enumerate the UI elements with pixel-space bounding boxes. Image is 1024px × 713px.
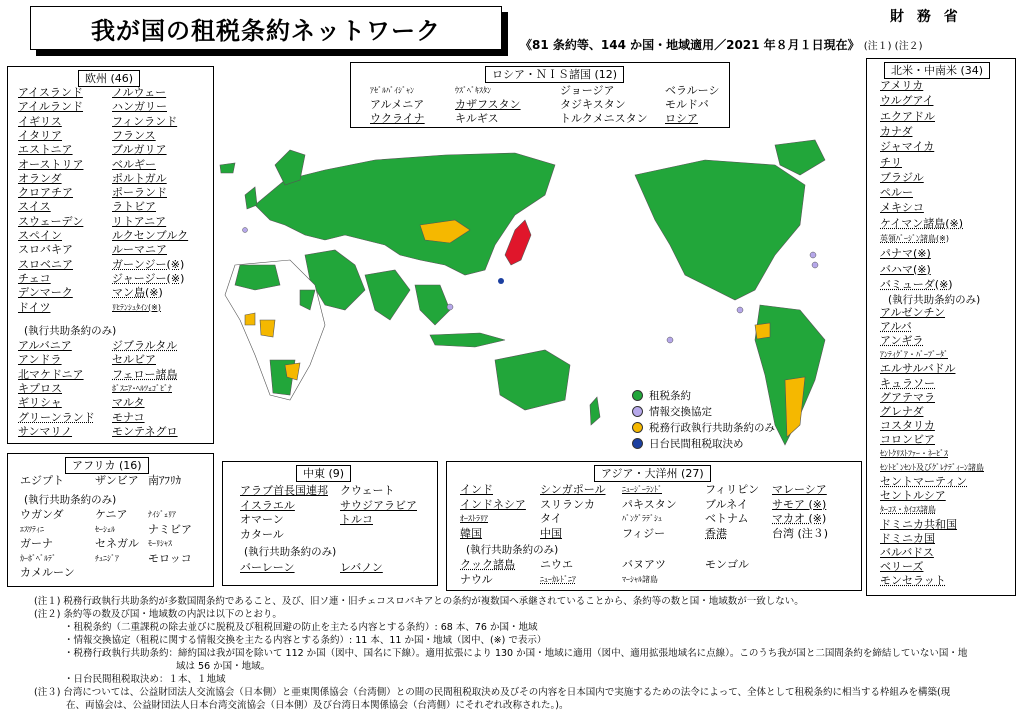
country-name: ジャマイカ — [880, 140, 935, 154]
country-name: ドイツ — [18, 300, 51, 314]
country-name: スリランカ — [540, 497, 595, 511]
country-name: ﾎﾞｽﾆｱ･ﾍﾙﾂｪｺﾞﾋﾞﾅ — [112, 383, 172, 393]
country-name: アルメニア — [370, 98, 425, 111]
map-india — [365, 270, 410, 320]
country-name: インド — [460, 483, 493, 496]
country-name: アイスランド — [18, 86, 83, 99]
country-name: ベルギー — [112, 157, 156, 171]
country-name: ウクライナ — [370, 112, 425, 125]
country-name: ジョージア — [560, 84, 615, 97]
country-name: アルバニア — [18, 339, 72, 352]
country-name: モンテネグロ — [112, 424, 178, 438]
legend-label: 税務行政執行共助条約のみ — [649, 422, 775, 434]
country-name: バハマ(※) — [880, 262, 931, 276]
country-name: ブラジル — [880, 170, 924, 184]
country-name: ルクセンブルク — [112, 229, 189, 242]
country-name: モナコ — [112, 410, 145, 424]
country-name: セネガル — [95, 537, 139, 551]
country-name: ロシア — [665, 112, 698, 125]
country-name: ポーランド — [112, 186, 167, 200]
country-name: バルバドス — [880, 545, 934, 559]
country-name: パナマ(※) — [880, 247, 931, 261]
country-name: モロッコ — [148, 551, 192, 565]
country-name: クウェート — [340, 484, 395, 497]
country-name: ウルグアイ — [880, 94, 934, 108]
country-name: ドミニカ国 — [880, 531, 935, 545]
legend-dot-icon — [632, 390, 643, 401]
country-name: キルギス — [455, 112, 499, 125]
country-name: ｳｽﾞﾍﾞｷｽﾀﾝ — [455, 86, 491, 95]
country-name: セントルシア — [880, 489, 946, 503]
country-name: ラトビア — [112, 200, 156, 214]
country-name: リトアニア — [112, 214, 167, 228]
country-name: タイ — [540, 512, 562, 525]
legend-dot-icon — [632, 438, 643, 449]
section-subheading: (執行共助条約のみ) — [466, 544, 559, 556]
country-name: ルーマニア — [112, 243, 167, 257]
country-name: レバノン — [340, 561, 383, 574]
country-name: マカオ (※) — [772, 512, 827, 525]
country-name: ﾆｭｰｶﾚﾄﾞﾆｱ — [540, 574, 576, 584]
ministry-label: 財 務 省 — [890, 9, 962, 25]
country-name: キュラソー — [880, 376, 935, 390]
country-name: スペイン — [18, 229, 62, 242]
country-name: サモア (※) — [772, 497, 827, 511]
country-name: ﾘﾋﾃﾝｼｭﾀｲﾝ(※) — [112, 302, 161, 312]
country-name: デンマーク — [18, 286, 73, 300]
americas-title: 北米・中南米 (34) — [884, 62, 990, 79]
middle-east-title: 中東 (9) — [296, 465, 351, 482]
country-name: マン島(※) — [112, 286, 163, 300]
europe-title: 欧州 (46) — [78, 70, 140, 87]
country-name: ベトナム — [705, 512, 749, 525]
country-name: サウジアラビア — [340, 498, 417, 512]
country-name: フィリピン — [705, 483, 760, 496]
legend-info-exchange — [632, 404, 712, 419]
country-name: ハンガリー — [112, 100, 167, 114]
country-name: ﾓｰﾘｼｬｽ — [148, 539, 172, 549]
country-name: ナミビア — [148, 522, 192, 536]
world-map — [215, 125, 870, 455]
country-name: モンセラット — [880, 573, 946, 587]
country-name: バミューダ(※) — [880, 277, 953, 291]
country-name: アメリカ — [880, 79, 924, 92]
section-subheading: (執行共助条約のみ) — [244, 546, 337, 558]
country-name: オランダ — [18, 171, 62, 185]
country-name: ポルトガル — [112, 171, 167, 185]
country-name: アルバ — [880, 320, 912, 334]
footnote-line: 在、両協会は、公益財団法人日本台湾交流協会（日本側）及び台湾日本関係協会（台湾側）にそれぞれ改称された。)。 — [66, 700, 569, 711]
subtitle-text: 《81 条約等、144 か国・地域適用／2021 年８月１日現在》 — [520, 38, 860, 52]
country-name: 台湾 (注３) — [772, 526, 829, 540]
country-name: セントマーティン — [880, 475, 968, 489]
country-name: ペルー — [880, 186, 913, 200]
country-name: タジキスタン — [560, 98, 626, 111]
country-name: ザンビア — [95, 474, 139, 487]
footnote-line: (注３) 台湾については、公益財団法人交流協会（日本側）と亜東関係協会（台湾側）との間の民間租税取決め及びその内容を日本国内で実施するための法令によって、全体として租税条約に相当する枠組みを構築(現 — [34, 687, 951, 698]
country-name: スロベニア — [18, 257, 73, 271]
footnote-line: ・租税条約（二重課税の除去並びに脱税及び租税回避の防止を主たる内容とする条約）: 68 本、76 か国・地域 — [64, 622, 538, 633]
country-name: キプロス — [18, 381, 62, 395]
footnote-line: ・情報交換協定（租税に関する情報交換を主たる内容とする条約）: 11 本、11 か国・地域（図中、(※) で表示） — [64, 635, 547, 646]
country-name: スイス — [18, 200, 51, 214]
country-name: トルクメニスタン — [560, 112, 648, 125]
country-name: モルドバ — [665, 98, 709, 111]
country-name: 韓国 — [460, 526, 482, 540]
country-name: ニウエ — [540, 558, 573, 571]
asia-pacific-title: アジア・大洋州 (27) — [594, 465, 711, 482]
country-name: カタール — [240, 527, 284, 541]
country-name: ベリーズ — [880, 559, 924, 573]
map-uk — [245, 187, 257, 209]
footnote-line: ・日台民間租税取決め：１本、１地域 — [64, 674, 226, 685]
legend-dot-icon — [632, 422, 643, 433]
country-name: モンゴル — [705, 558, 749, 571]
legend-label: 租税条約 — [649, 390, 691, 402]
russia-nis-title: ロシア・ＮＩＳ諸国 (12) — [485, 66, 624, 83]
country-name: ﾁｭﾆｼﾞｱ — [95, 553, 119, 563]
map-north-america — [635, 160, 805, 300]
legend-dot-icon — [632, 406, 643, 417]
country-name: ｴｽﾜﾃｨﾆ — [20, 524, 44, 534]
country-name: トルコ — [340, 513, 373, 526]
africa-title: アフリカ (16) — [65, 457, 149, 474]
country-name: 北マケドニア — [18, 367, 84, 381]
legend-taiwan — [632, 436, 744, 451]
section-subheading: (執行共助条約のみ) — [24, 494, 117, 506]
country-name: インドネシア — [460, 497, 526, 511]
country-name: バーレーン — [240, 561, 295, 574]
country-name: ｾﾝﾄﾋﾞﾝｾﾝﾄ及びｸﾞﾚﾅﾃﾞｨｰﾝ諸島 — [880, 463, 984, 473]
country-name: ﾆｭｰｼﾞｰﾗﾝﾄﾞ — [622, 485, 662, 494]
country-name: ナウル — [460, 572, 493, 586]
country-name: ﾊﾞﾝｸﾞﾗﾃﾞｼｭ — [622, 514, 662, 523]
country-name: アラブ首長国連邦 — [240, 484, 328, 497]
country-name: フェロー諸島 — [112, 367, 178, 381]
country-name: ウガンダ — [20, 508, 64, 521]
country-name: ブルネイ — [705, 497, 749, 511]
country-name: ｱﾝﾃｨｸﾞｱ・ﾊﾞｰﾌﾞｰﾀﾞ — [880, 350, 948, 360]
country-name: フランス — [112, 128, 156, 142]
country-name: クロアチア — [18, 186, 73, 200]
country-name: フィンランド — [112, 114, 178, 128]
country-name: 南ｱﾌﾘｶ — [148, 474, 181, 487]
country-name: チェコ — [18, 271, 51, 285]
page-subtitle — [520, 36, 922, 53]
country-name: メキシコ — [880, 201, 924, 215]
country-name: ブルガリア — [112, 143, 167, 157]
country-name: セルビア — [112, 353, 156, 367]
page-title: 我が国の租税条約ネットワーク — [30, 6, 502, 50]
country-name: サンマリノ — [18, 424, 73, 438]
country-name: マルタ — [112, 396, 145, 410]
country-name: ケイマン諸島(※) — [880, 216, 964, 230]
footnotes — [34, 595, 1014, 712]
country-name: 中国 — [540, 526, 562, 540]
country-name: ｱｾﾞﾙﾊﾞｲｼﾞｬﾝ — [370, 86, 414, 95]
country-name: ﾏｰｼｬﾙ諸島 — [622, 574, 658, 584]
country-name: イギリス — [18, 114, 62, 128]
section-subheading: (執行共助条約のみ) — [24, 325, 117, 337]
country-name: 英領ﾊﾞｰｼﾞﾝ諸島(※) — [880, 234, 949, 243]
map-indonesia — [430, 333, 505, 347]
section-subheading: (執行共助条約のみ) — [888, 294, 981, 306]
legend-label: 日台民間租税取決め — [649, 438, 744, 450]
country-name: ｾｰｼｪﾙ — [95, 524, 115, 534]
country-name: ｾﾝﾄｸﾘｽﾄﾌｧｰ・ﾈｰﾋﾞｽ — [880, 449, 948, 458]
country-name: ドミニカ共和国 — [880, 517, 957, 531]
country-name: ギリシャ — [18, 396, 62, 410]
country-name: アンドラ — [18, 353, 62, 367]
country-name: スロバキア — [18, 243, 73, 257]
country-name: ジャージー(※) — [112, 271, 185, 285]
country-name: 香港 — [705, 526, 727, 540]
country-name: グアテマラ — [880, 390, 935, 404]
country-name: カナダ — [880, 124, 913, 138]
subtitle-note: (注１) (注２) — [863, 41, 923, 52]
footnote-line: (注２) 条約等の数及び国・地域数の内訳は以下のとおり。 — [34, 609, 282, 620]
country-name: コスタリカ — [880, 418, 935, 432]
map-iceland — [220, 163, 235, 173]
country-name: クック諸島 — [460, 558, 515, 571]
country-name: エルサルバドル — [880, 362, 956, 376]
map-australia — [495, 350, 570, 410]
country-name: ｵｰｽﾄﾗﾘｱ — [460, 514, 488, 523]
country-name: ガーンジー(※) — [112, 257, 185, 271]
country-name: アルゼンチン — [880, 306, 946, 319]
legend-mutual-assistance — [632, 420, 775, 435]
country-name: ｶｰﾎﾞﾍﾞﾙﾃﾞ — [20, 553, 56, 563]
map-se-asia — [415, 285, 450, 325]
country-name: ジブラルタル — [112, 339, 178, 352]
country-name: ケニア — [95, 508, 128, 521]
country-name: スウェーデン — [18, 214, 84, 228]
country-name: エジプト — [20, 474, 64, 487]
country-name: アンギラ — [880, 334, 924, 348]
country-name: エクアドル — [880, 109, 935, 123]
country-name: イタリア — [18, 128, 62, 142]
country-name: ﾀｰｺｽ・ｶｲｺｽ諸島 — [880, 505, 936, 515]
country-name: カザフスタン — [455, 98, 521, 111]
country-name: オマーン — [240, 513, 284, 526]
map-new-zealand — [590, 397, 600, 425]
country-name: フィジー — [622, 526, 666, 540]
country-name: カメルーン — [20, 566, 75, 580]
country-name: バヌアツ — [622, 558, 666, 571]
country-name: アイルランド — [18, 100, 84, 114]
country-name: シンガポール — [540, 483, 606, 496]
footnote-line: 域は 56 か国・地域。 — [176, 661, 271, 672]
footnote-line: ・税務行政執行共助条約：締約国は我が国を除いて 112 か国（図中、国名に下線）。適用拡張により 130 か国・地域に適用（図中、適用拡張地域名に点線）。このうち我が国と二国間条約を締結していない国・地 — [64, 648, 968, 659]
country-name: パキスタン — [622, 497, 677, 511]
country-name: ノルウェー — [112, 86, 167, 99]
country-name: エストニア — [18, 143, 73, 157]
country-name: チリ — [880, 155, 902, 169]
country-name: グレナダ — [880, 404, 924, 418]
map-japan — [505, 220, 531, 265]
footnote-line: (注１) 税務行政執行共助条約が多数国間条約であること、及び、旧ソ連・旧チェコスロバキアとの条約が複数国へ承継されていることから、条約等の数と国・地域数が一致しない。 — [34, 596, 804, 607]
country-name: オーストリア — [18, 157, 84, 171]
country-name: ﾅｲｼﾞｪﾘｱ — [148, 510, 176, 519]
country-name: マレーシア — [772, 483, 827, 496]
country-name: コロンビア — [880, 432, 935, 446]
legend-label: 情報交換協定 — [649, 406, 712, 418]
legend-treaty — [632, 388, 691, 403]
country-name: イスラエル — [240, 498, 295, 512]
country-name: グリーンランド — [18, 410, 95, 424]
country-name: ベラルーシ — [665, 84, 720, 97]
country-name: ガーナ — [20, 537, 53, 551]
